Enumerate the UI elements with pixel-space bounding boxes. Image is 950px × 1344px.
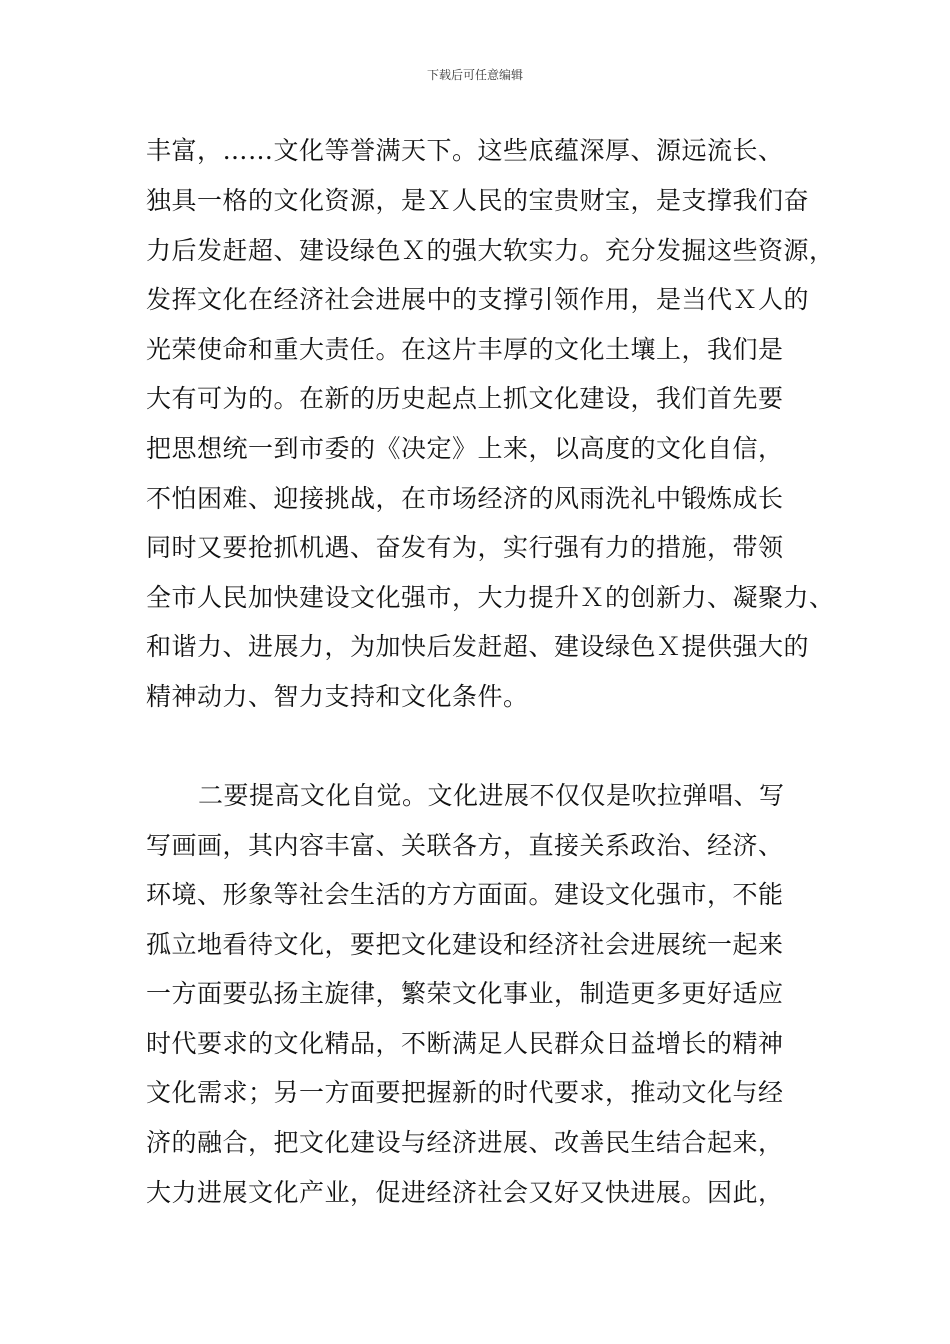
- paragraph-1-line-9: 同时又要抢抓机遇、奋发有为，实行强有力的措施，带领: [146, 533, 784, 562]
- paragraph-2-line-5: 一方面要弘扬主旋律，繁荣文化事业，制造更多更好适应: [146, 979, 784, 1008]
- paragraph-1-line-6: 大有可为的。在新的历史起点上抓文化建设，我们首先要: [146, 384, 784, 413]
- paragraph-1-line-10: 全市人民加快建设文化强市，大力提升Ｘ的创新力、凝聚力、: [146, 583, 835, 612]
- paragraph-1-line-2: 独具一格的文化资源，是Ｘ人民的宝贵财宝，是支撑我们奋: [146, 186, 810, 215]
- paragraph-2-line-3: 环境、形象等社会生活的方方面面。建设文化强市，不能: [146, 880, 784, 909]
- paragraph-1-line-3: 力后发赶超、建设绿色Ｘ的强大软实力。充分发掘这些资源，: [146, 236, 835, 265]
- paragraph-2-line-6: 时代要求的文化精品，不断满足人民群众日益增长的精神: [146, 1029, 784, 1058]
- paragraph-2-line-9: 大力进展文化产业，促进经济社会又好又快进展。因此，: [146, 1178, 784, 1207]
- paragraph-1-line-5: 光荣使命和重大责任。在这片丰厚的文化土壤上，我们是: [146, 335, 784, 364]
- paragraph-2-line-8: 济的融合，把文化建设与经济进展、改善民生结合起来，: [146, 1128, 784, 1157]
- paragraph-1-line-4: 发挥文化在经济社会进展中的支撑引领作用，是当代Ｘ人的: [146, 285, 810, 314]
- paragraph-1-line-1: 丰富，……文化等誉满天下。这些底蕴深厚、源远流长、: [146, 136, 784, 165]
- paragraph-1-line-8: 不怕困难、迎接挑战，在市场经济的风雨洗礼中锻炼成长: [146, 484, 784, 513]
- paragraph-2-line-2: 写画画，其内容丰富、关联各方，直接关系政治、经济、: [146, 831, 784, 860]
- paragraph-1-line-12: 精神动力、智力支持和文化条件。: [146, 682, 529, 711]
- paragraph-1-line-11: 和谐力、进展力，为加快后发赶超、建设绿色Ｘ提供强大的: [146, 632, 810, 661]
- paragraph-1-line-7: 把思想统一到市委的《决定》上来，以高度的文化自信，: [146, 434, 784, 463]
- paragraph-2-line-1: 二要提高文化自觉。文化进展不仅仅是吹拉弹唱、写: [198, 781, 785, 810]
- paragraph-2-line-7: 文化需求；另一方面要把握新的时代要求，推动文化与经: [146, 1078, 784, 1107]
- page-header-note: 下载后可任意编辑: [426, 68, 523, 82]
- paragraph-2-line-4: 孤立地看待文化，要把文化建设和经济社会进展统一起来: [146, 930, 784, 959]
